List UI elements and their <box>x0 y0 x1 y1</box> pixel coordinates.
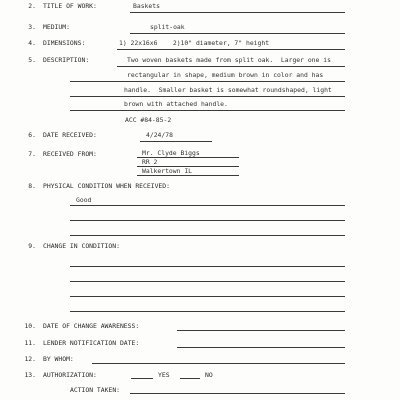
item-number: 9. <box>28 242 36 250</box>
item-number: 4. <box>28 39 36 47</box>
title-of-work-value: Baskets <box>133 2 160 10</box>
item-number: 12. <box>24 355 36 363</box>
authorization-yes-blank <box>131 378 153 379</box>
by-whom-label: BY WHOM: <box>43 355 74 363</box>
item-number: 2. <box>28 2 36 10</box>
dimensions-label: DIMENSIONS: <box>43 39 86 47</box>
date-of-change-awareness-line <box>177 330 345 331</box>
action-taken-label: ACTION TAKEN: <box>70 386 121 394</box>
change-in-condition-rule <box>70 266 345 267</box>
item-number: 10. <box>24 322 36 330</box>
description-label: DESCRIPTION: <box>43 56 90 64</box>
dimensions-value: 1) 22x16x6 2)10" diameter, 7" height <box>119 39 270 47</box>
description-rule <box>70 81 345 82</box>
item-number: 7. <box>28 150 36 158</box>
date-received-line <box>140 141 212 142</box>
item-number: 13. <box>24 371 36 379</box>
lender-notification-date-label: LENDER NOTIFICATION DATE: <box>43 339 140 347</box>
description-rule <box>70 96 345 97</box>
physical-condition-rule <box>70 205 345 206</box>
date-received-label: DATE RECEIVED: <box>43 131 97 139</box>
date-received-value: 4/24/78 <box>146 131 173 139</box>
physical-condition-rule <box>70 220 345 221</box>
medium-line <box>130 33 345 34</box>
description-rule <box>70 110 345 111</box>
medium-label: MEDIUM: <box>43 23 70 31</box>
received-from-label: RECEIVED FROM: <box>43 150 97 158</box>
item-number: 3. <box>28 23 36 31</box>
physical-condition-value: Good <box>76 196 92 204</box>
authorization-label: AUTHORIZATION: <box>43 371 97 379</box>
received-from-name: Mr. Clyde Biggs <box>142 149 200 157</box>
by-whom-line <box>92 363 345 364</box>
title-of-work-line <box>130 12 345 13</box>
authorization-no-label: NO <box>205 371 213 379</box>
description-rule <box>117 66 345 67</box>
item-number: 11. <box>24 339 36 347</box>
authorization-yes-label: YES <box>158 371 170 379</box>
description-line-4: brown with attached handle. <box>124 100 228 108</box>
received-from-rule <box>137 175 239 176</box>
physical-condition-label: PHYSICAL CONDITION WHEN RECEIVED: <box>43 182 170 190</box>
item-number: 6. <box>28 131 36 139</box>
title-of-work-label: TITLE OF WORK: <box>43 2 97 10</box>
authorization-no-blank <box>180 378 200 379</box>
accession-number: ACC #84-85-2 <box>125 116 172 124</box>
item-number: 8. <box>28 182 36 190</box>
change-in-condition-rule <box>70 311 345 312</box>
change-in-condition-rule <box>70 281 345 282</box>
date-of-change-awareness-label: DATE OF CHANGE AWARENESS: <box>43 322 140 330</box>
item-number: 5. <box>28 56 36 64</box>
medium-value: split-oak <box>150 23 185 31</box>
received-from-route: RR 2 <box>142 158 158 166</box>
description-line-3: handle. Smaller basket is somewhat roundshaped, light <box>124 86 332 94</box>
physical-condition-rule <box>70 235 345 236</box>
lender-notification-date-line <box>177 347 345 348</box>
change-in-condition-rule <box>70 296 345 297</box>
dimensions-line <box>117 49 345 50</box>
action-taken-line <box>130 393 345 394</box>
change-in-condition-label: CHANGE IN CONDITION: <box>43 242 120 250</box>
description-line-1: Two woven baskets made from split oak. Larger one is <box>127 56 331 64</box>
description-line-2: rectangular in shape, medium brown in color and has <box>127 71 324 79</box>
received-from-town: Walkertown IL <box>142 167 193 175</box>
